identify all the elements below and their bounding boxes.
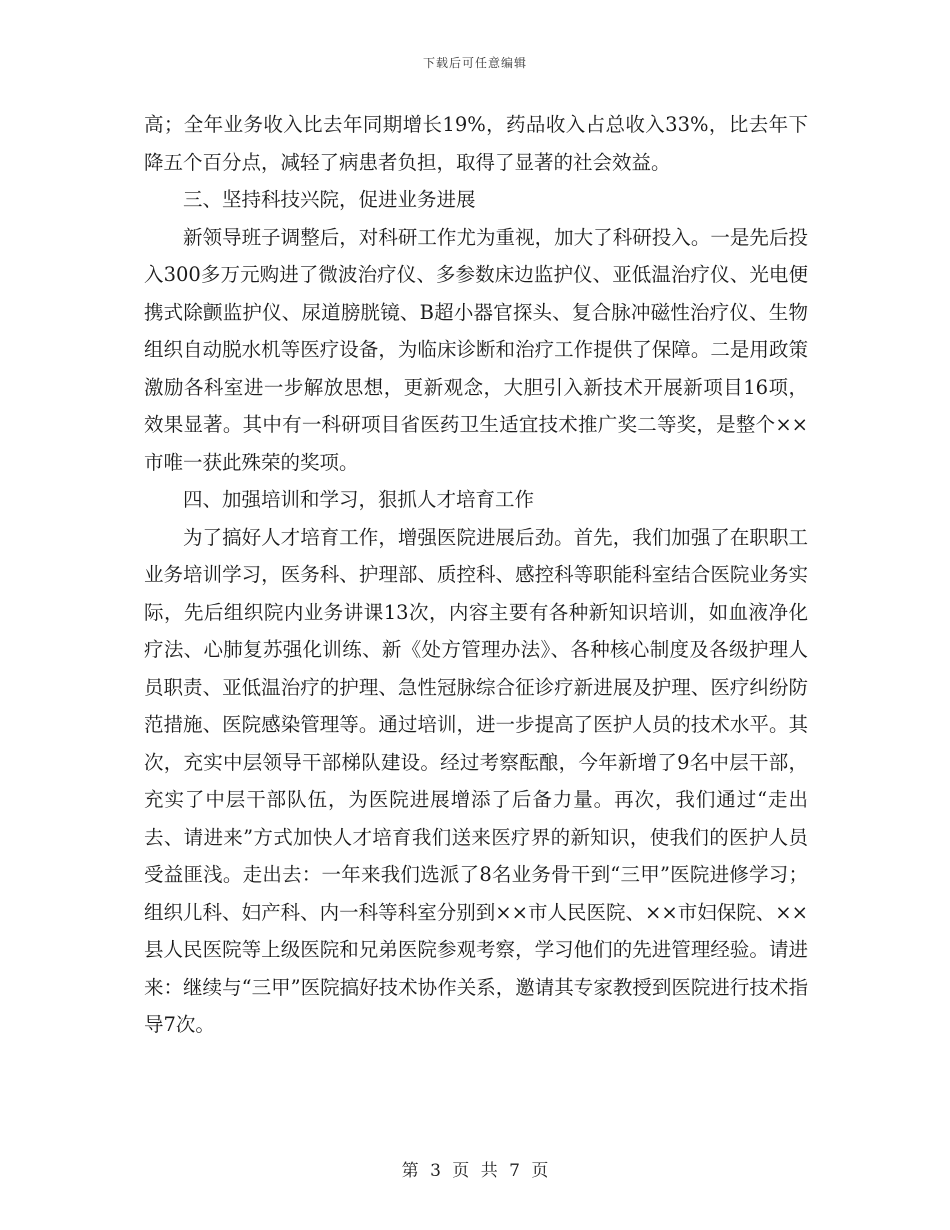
paragraph-2: 新领导班子调整后，对科研工作尤为重视，加大了科研投入。一是先后投入300多万元购进了微波治疗仪、多参数床边监护仪、亚低温治疗仪、光电便携式除颤监护仪、尿道膀胱镜、B超小器官探头、复合脉冲磁性治疗仪、生物组织自动脱水机等医疗设备，为临床诊断和治疗工作提供了保障。二是用政策激励各科室进一步解放思想，更新观念，大胆引入新技术开展新项目16项，效果显著。其中有一科研项目省医药卫生适宜技术推广奖二等奖，是整个××市唯一获此殊荣的奖项。 — [144, 225, 808, 474]
section-heading-3: 三、坚持科技兴院，促进业务进展 — [183, 188, 476, 211]
paragraph-1: 高；全年业务收入比去年同期增长19%，药品收入占总收入33%，比去年下降五个百分点，减轻了病患者负担，取得了显著的社会效益。 — [144, 113, 808, 174]
page-header: 下载后可任意编辑 — [422, 56, 527, 70]
paragraph-3: 为了搞好人才培育工作，增强医院进展后劲。首先，我们加强了在职职工业务培训学习，医务科、护理部、质控科、感控科等职能科室结合医院业务实际，先后组织院内业务讲课13次，内容主要有各种新知识培训，如血液净化疗法、心肺复苏强化训练、新《处方管理办法》、各种核心制度及各级护理人员职责、亚低温治疗的护理、急性冠脉综合征诊疗新进展及护理、医疗纠纷防范措施、医院感染管理等。通过培训，进一步提高了医护人员的技术水平。其次，充实中层领导干部梯队建设。经过考察酝酿，今年新增了9名中层干部，充实了中层干部队伍，为医院进展增添了后备力量。再次，我们通过“走出去、请进来”方式加快人才培育我们送来医疗界的新知识，使我们的医护人员受益匪浅。走出去：一年来我们选派了8名业务骨干到“三甲”医院进修学习；组织儿科、妇产科、内一科等科室分别到××市人民医院、××市妇保院、××县人民医院等上级医院和兄弟医院参观考察，学习他们的先进管理经验。请进来：继续与“三甲”医院搞好技术协作关系，邀请其专家教授到医院进行技术指导7次。 — [144, 525, 808, 1036]
page-footer: 第 3 页 共 7 页 — [401, 1161, 549, 1181]
section-heading-4: 四、加强培训和学习，狠抓人才培育工作 — [183, 488, 535, 511]
document-body — [144, 106, 808, 1044]
